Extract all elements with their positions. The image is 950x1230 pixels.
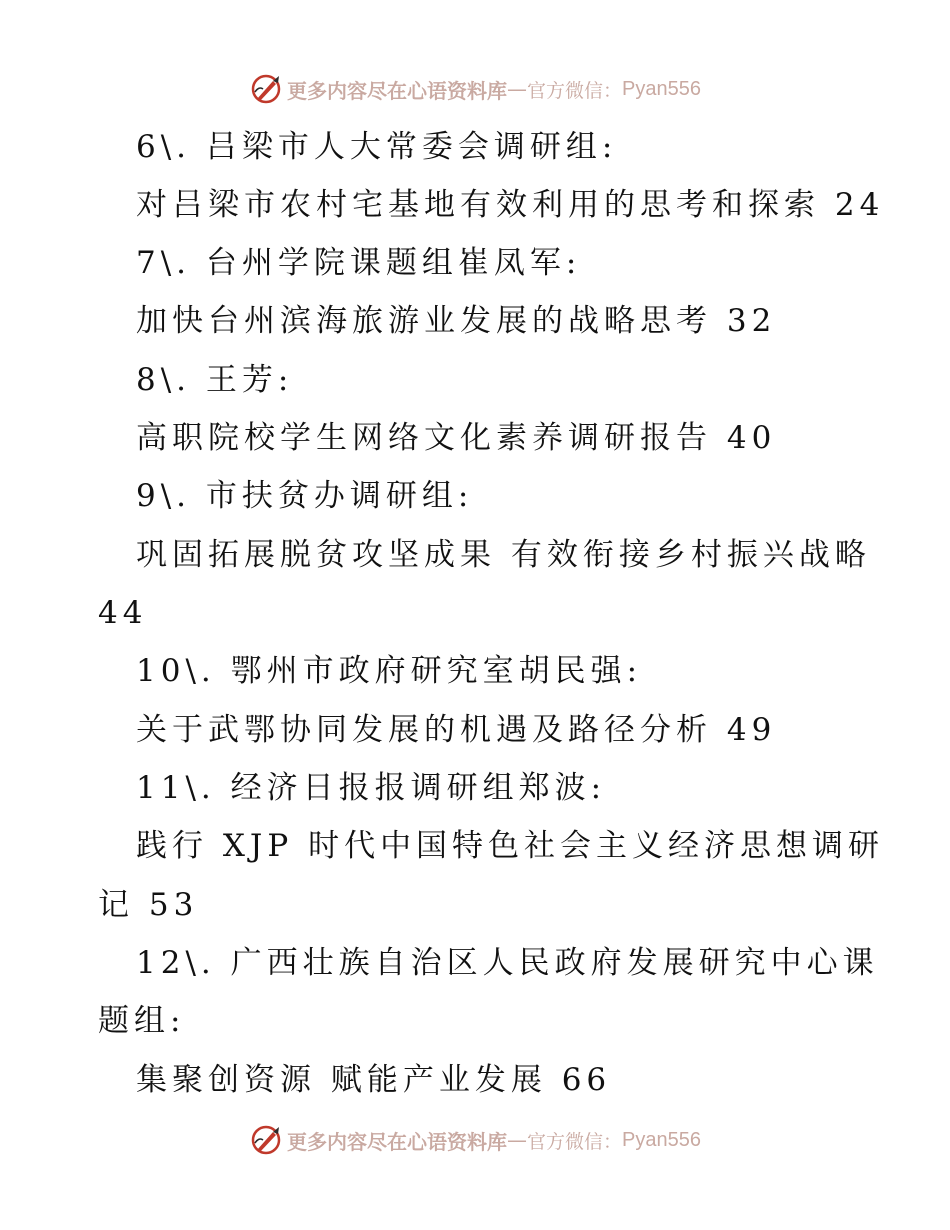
banner-main-text: 更多内容尽在心语资料库 bbox=[287, 1129, 507, 1154]
toc-line: 集聚创资源 赋能产业发展 66 bbox=[136, 1062, 612, 1098]
toc-line: 题组: bbox=[98, 1003, 186, 1039]
toc-line: 记 53 bbox=[98, 887, 199, 923]
banner-wechat-id: Pyan556 bbox=[622, 1128, 701, 1151]
toc-line: 8\. 王芳: bbox=[136, 362, 294, 398]
footer-watermark-banner bbox=[0, 1118, 950, 1162]
toc-line: 44 bbox=[98, 595, 148, 631]
toc-line: 6\. 吕梁市人大常委会调研组: bbox=[136, 129, 618, 165]
toc-line: 10\. 鄂州市政府研究室胡民强: bbox=[136, 653, 643, 689]
toc-line: 加快台州滨海旅游业发展的战略思考 32 bbox=[136, 303, 777, 339]
toc-line: 12\. 广西壮族自治区人民政府发展研究中心课 bbox=[136, 945, 879, 981]
banner-main-text: 更多内容尽在心语资料库 bbox=[287, 78, 507, 103]
toc-line: 践行 XJP 时代中国特色社会主义经济思想调研 bbox=[136, 828, 885, 864]
toc-line: 7\. 台州学院课题组崔凤军: bbox=[136, 245, 582, 281]
toc-line: 对吕梁市农村宅基地有效利用的思考和探索 24 bbox=[136, 187, 885, 223]
toc-line: 巩固拓展脱贫攻坚成果 有效衔接乡村振兴战略 bbox=[136, 537, 871, 573]
toc-line: 11\. 经济日报报调研组郑波: bbox=[136, 770, 607, 806]
toc-line: 9\. 市扶贫办调研组: bbox=[136, 478, 474, 514]
toc-line: 高职院校学生网络文化素养调研报告 40 bbox=[136, 420, 777, 456]
banner-wechat-id: Pyan556 bbox=[622, 77, 701, 100]
banner-wechat-label: 官方微信： bbox=[527, 1130, 623, 1153]
banner-wechat-label: 官方微信： bbox=[527, 79, 623, 102]
toc-line: 关于武鄂协同发展的机遇及路径分析 49 bbox=[136, 712, 777, 748]
quill-logo-icon bbox=[249, 1123, 283, 1157]
banner-separator: — bbox=[507, 1128, 527, 1152]
banner-separator: — bbox=[507, 77, 527, 101]
